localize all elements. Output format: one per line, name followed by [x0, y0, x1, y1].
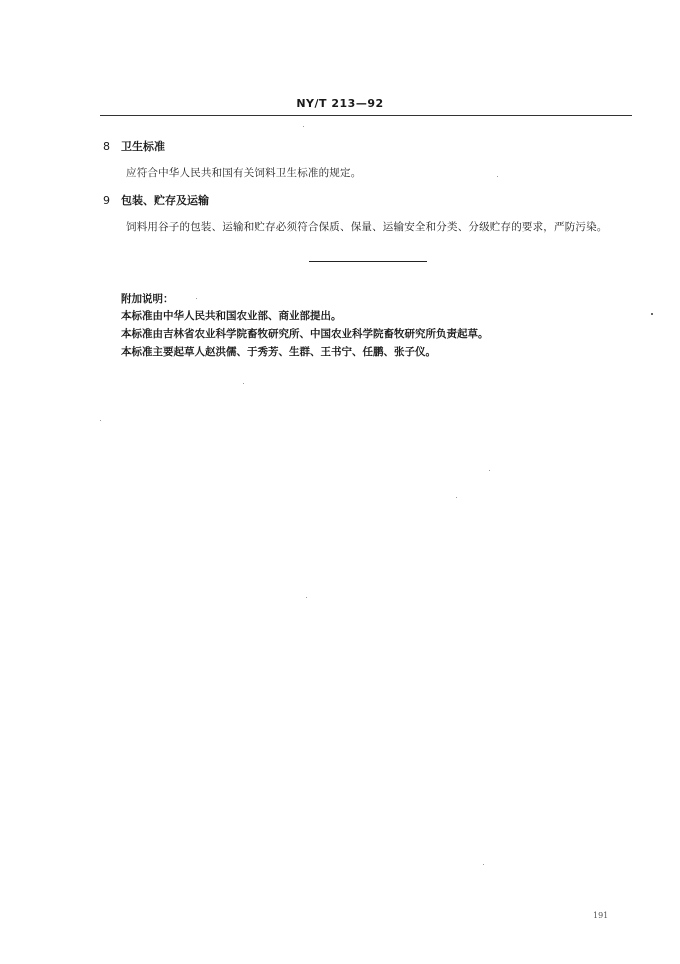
end-of-text-rule [309, 261, 427, 262]
note-line: 本标准由吉林省农业科学院畜牧研究所、中国农业科学院畜牧研究所负责起草。 [121, 328, 489, 340]
scan-speck [651, 313, 653, 315]
scan-speck [489, 470, 490, 471]
scan-speck [303, 126, 304, 127]
note-line: 本标准由中华人民共和国农业部、商业部提出。 [121, 310, 342, 322]
standard-code: NY/T 213—92 [296, 97, 384, 110]
note-line: 本标准主要起草人赵洪儒、于秀芳、生群、王书宁、任鹏、张子仪。 [121, 346, 436, 358]
scan-speck [456, 497, 457, 498]
section-9-heading [103, 192, 209, 208]
section-8-text: 应符合中华人民共和国有关饲料卫生标准的规定。 [126, 167, 362, 179]
section-8-heading [103, 138, 165, 154]
section-9-text: 饲料用谷子的包装、运输和贮存必须符合保质、保量、运输安全和分类、分级贮存的要求，严防污染。 [126, 221, 608, 233]
page-number: 191 [593, 911, 609, 920]
scan-speck [196, 298, 197, 299]
scan-speck [306, 597, 307, 598]
scan-speck [497, 176, 498, 177]
section-9-title: 包装、贮存及运输 [121, 194, 209, 207]
header-rule [100, 115, 632, 116]
section-8-number: 8 [103, 140, 110, 153]
scan-speck [100, 420, 101, 421]
scan-speck [243, 383, 244, 384]
additional-notes-title: 附加说明： [121, 293, 174, 305]
section-9-number: 9 [103, 194, 110, 207]
scan-speck [483, 864, 484, 865]
section-8-title: 卫生标准 [121, 140, 165, 153]
